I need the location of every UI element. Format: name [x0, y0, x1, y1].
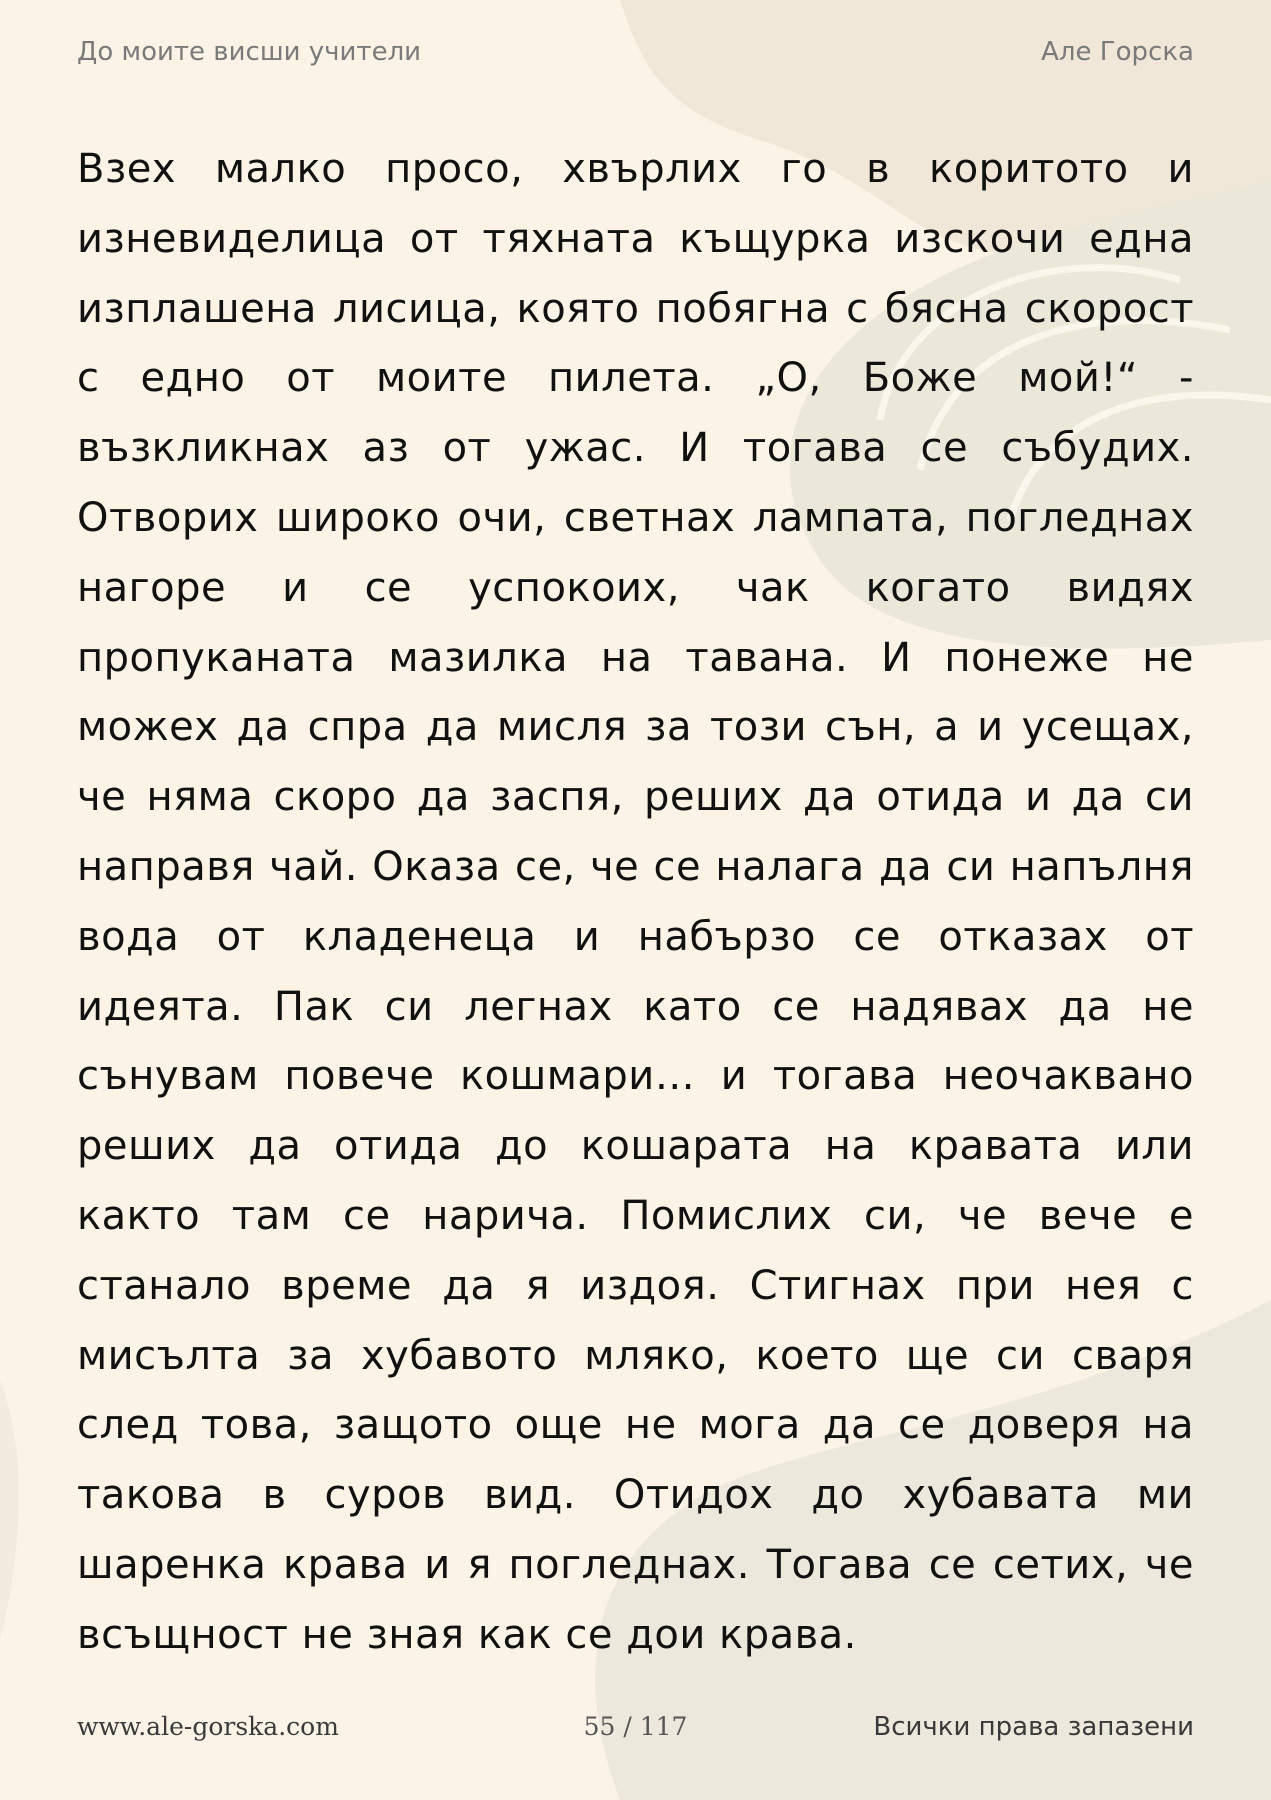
background-shape-left — [0, 1380, 19, 1640]
book-title: До моите висши учители — [77, 37, 422, 67]
page-body — [77, 135, 1194, 1671]
author-name: Але Горска — [1041, 37, 1194, 67]
page-footer — [77, 1712, 1194, 1748]
page-header — [77, 36, 1194, 68]
page-number: 55 / 117 — [583, 1712, 688, 1741]
website-link[interactable]: www.ale-gorska.com — [77, 1712, 339, 1741]
body-paragraph: Взех малко просо, хвърлих го в коритото и изневиделица от тяхната къщурка изскочи една изплашена лисица, която побягна с бясна скорост с едно от моите пилета. „О, Боже мой!“ - възкликнах аз от ужас. И тогава се събудих. Отворих широко очи, светнах лампата, погледнах нагоре и се успокоих, чак когато видях пропуканата мазилка на тавана. И понеже не можех да спра да мисля за този сън, а и усещах, че няма скоро да заспя, реших да отида и да си направя чай. Оказа се, че се налага да си напълня вода от кладенеца и набързо се отказах от идеята. Пак си легнах като се надявах да не сънувам повече кошмари… и тогава неочаквано реших да отида до кошарата на кравата или както там се нарича. Помислих си, че вече е станало време да я издоя. Стигнах при нея с мисълта за хубавото мляко, което ще си сваря след това, защото още не мога да се доверя на такова в суров вид. Отидох до хубавата ми шаренка крава и я погледнах. Тогава се сетих, че всъщност не зная как се дои крава. — [77, 146, 1194, 1658]
rights-notice: Всички права запазени — [873, 1712, 1194, 1742]
